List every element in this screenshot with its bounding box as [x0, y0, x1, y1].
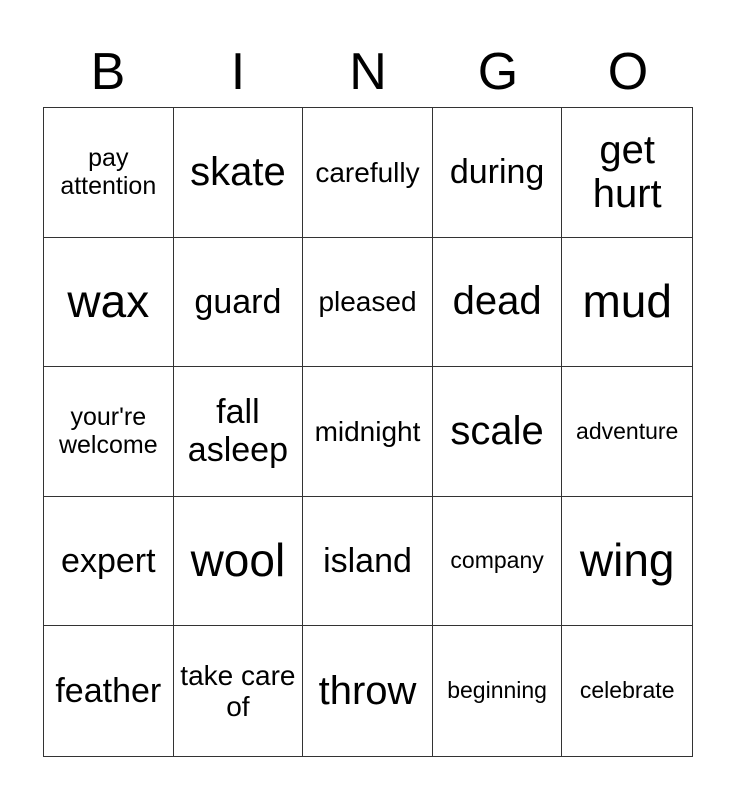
cell-label: wing	[579, 534, 675, 587]
cell-label: beginning	[447, 677, 547, 704]
cell-label: dead	[452, 279, 542, 324]
bingo-cell-r1c1[interactable]	[44, 108, 174, 238]
cell-label: expert	[61, 542, 156, 581]
bingo-cell-r2c1[interactable]	[44, 238, 174, 368]
bingo-cell-r1c4[interactable]	[433, 108, 563, 238]
bingo-cell-r2c4[interactable]	[433, 238, 563, 368]
header-letter-g: G	[477, 43, 519, 101]
bingo-cell-r2c3[interactable]	[303, 238, 433, 368]
bingo-cell-r5c5[interactable]	[562, 626, 692, 756]
cell-label: adventure	[576, 417, 679, 444]
bingo-cell-r1c5[interactable]	[562, 108, 692, 238]
cell-label: pleased	[318, 286, 417, 318]
bingo-cell-r3c5[interactable]	[562, 367, 692, 497]
header-letter-i: I	[230, 43, 246, 101]
cell-label: skate	[190, 149, 286, 194]
header-letter-n: N	[349, 43, 387, 101]
bingo-cell-r1c3[interactable]	[303, 108, 433, 238]
cell-label: company	[450, 547, 544, 574]
bingo-cell-r5c4[interactable]	[433, 626, 563, 756]
cell-label: your're welcome	[58, 403, 158, 460]
cell-label: during	[449, 153, 545, 192]
bingo-cell-r2c2[interactable]	[174, 238, 304, 368]
header-letter-o: O	[607, 43, 649, 101]
cell-label: guard	[194, 282, 282, 321]
bingo-cell-r2c5[interactable]	[562, 238, 692, 368]
cell-label: pay attention	[60, 144, 157, 201]
bingo-cell-r3c1[interactable]	[44, 367, 174, 497]
bingo-cell-r4c2[interactable]	[174, 497, 304, 627]
cell-label: get hurt	[592, 127, 662, 217]
header-letter-b: B	[90, 43, 126, 101]
cell-label: carefully	[315, 156, 420, 188]
bingo-cell-r3c3[interactable]	[303, 367, 433, 497]
bingo-cell-r4c1[interactable]	[44, 497, 174, 627]
bingo-cell-r3c4[interactable]	[433, 367, 563, 497]
bingo-cell-r1c2[interactable]	[174, 108, 304, 238]
cell-label: midnight	[314, 415, 421, 447]
cell-label: mud	[582, 275, 672, 328]
cell-label: wax	[67, 275, 150, 328]
cell-label: feather	[55, 672, 162, 711]
cell-label: scale	[450, 409, 544, 454]
bingo-cell-r5c3[interactable]	[303, 626, 433, 756]
bingo-cell-r5c2[interactable]	[174, 626, 304, 756]
cell-label: take care of	[180, 659, 296, 723]
bingo-cell-r5c1[interactable]	[44, 626, 174, 756]
cell-label: wool	[190, 534, 286, 587]
bingo-board	[43, 107, 693, 757]
bingo-cell-r4c5[interactable]	[562, 497, 692, 627]
bingo-cell-r4c3[interactable]	[303, 497, 433, 627]
cell-label: celebrate	[579, 677, 675, 704]
cell-label: throw	[318, 668, 417, 713]
bingo-cell-r3c2[interactable]	[174, 367, 304, 497]
cell-label: island	[323, 542, 412, 581]
cell-label: fall asleep	[187, 393, 288, 470]
bingo-cell-r4c4[interactable]	[433, 497, 563, 627]
bingo-header	[43, 40, 693, 104]
